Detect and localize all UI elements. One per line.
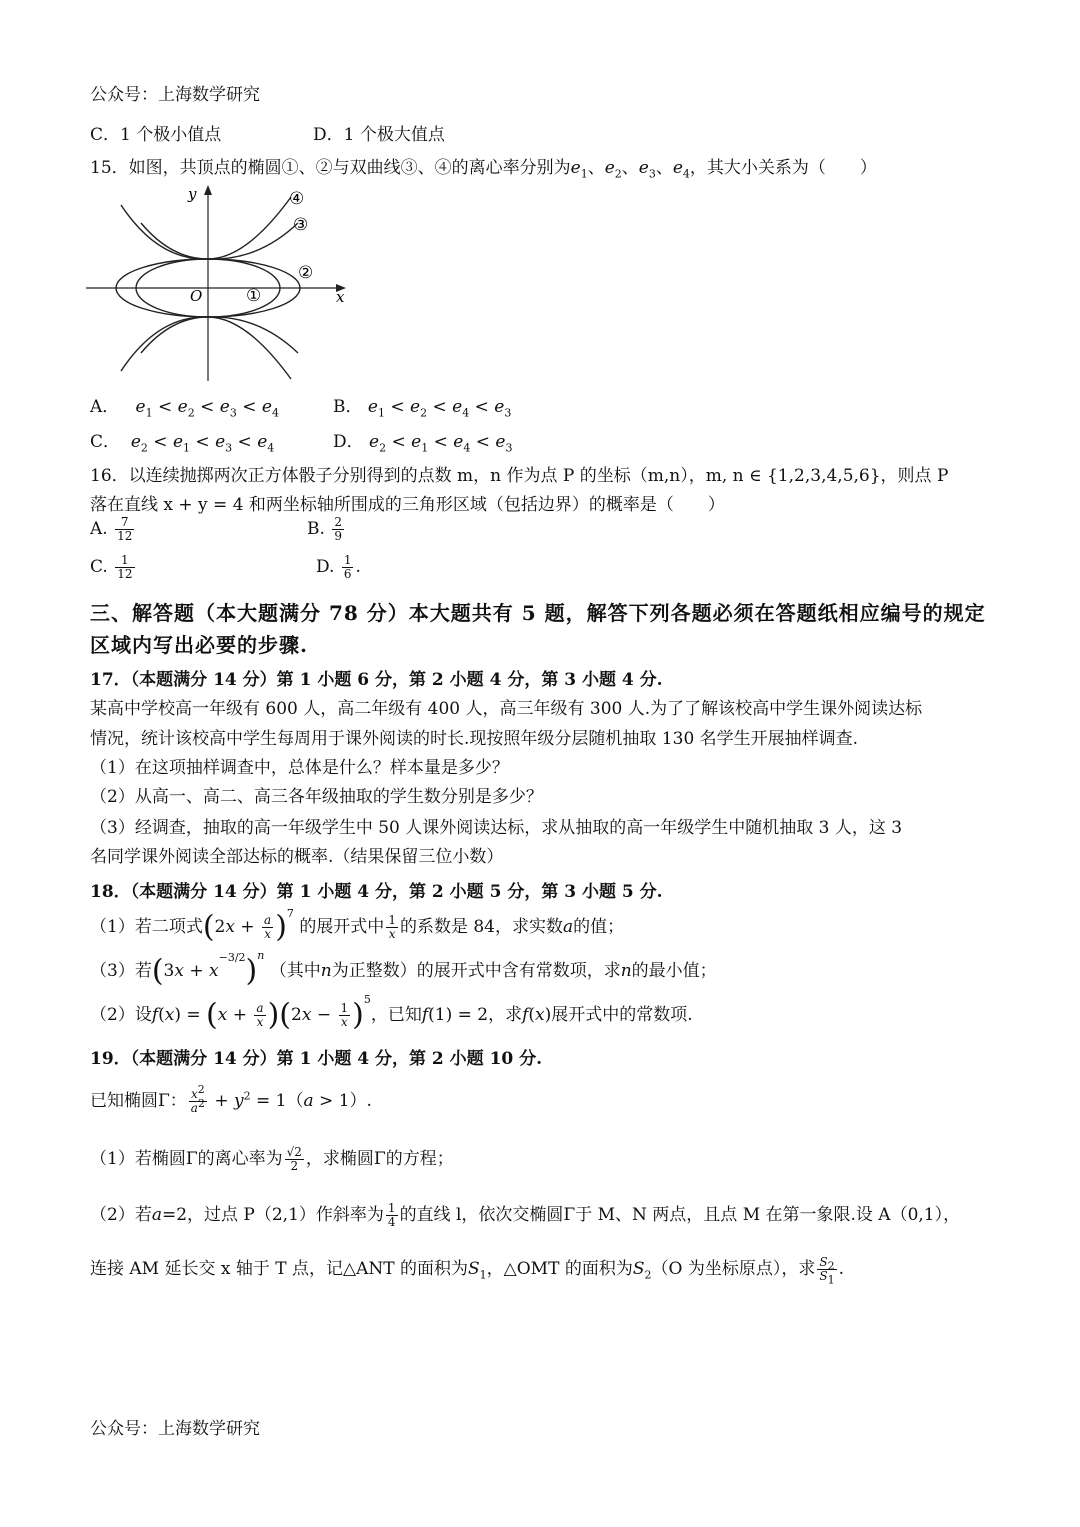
label-4: ④ <box>289 189 305 209</box>
q19-title: 19．（本题满分 14 分）第 1 小题 4 分，第 2 小题 10 分. <box>90 1049 543 1069</box>
hyperbola-3-upper <box>121 205 298 259</box>
q16-stem-line1: 16．以连续抛掷两次正方体骰子分别得到的点数 m，n 作为点 P 的坐标（m,n），m, n ∈ {1,2,3,4,5,6}，则点 P <box>90 466 949 486</box>
q18-part2: （2）设f(x) = (x + $\frac{a}{x}$ )(2x − $\frac{1}{x}$ )$^5$，已知f(1) = 2，求f(x)展开式中的常数项. <box>90 993 693 1033</box>
hyperbola-3-lower <box>121 317 298 371</box>
q14-option-c: C．1 个极小值点 <box>90 125 222 145</box>
label-2: ② <box>298 263 314 283</box>
origin-label: O <box>190 287 203 305</box>
q18-part1: （1）若二项式(2x + $\frac{a}{x}$ )$^7$ 的展开式中 $\frac{1}{x}$ 的系数是 84，求实数a的值； <box>90 907 625 945</box>
q16-option-a: A. $\frac{7}{12}$ <box>90 515 133 543</box>
footer-watermark: 公众号：上海数学研究 <box>90 1419 260 1439</box>
label-1: ① <box>246 286 262 306</box>
q18-title: 18．（本题满分 14 分）第 1 小题 4 分，第 2 小题 5 分，第 3 小题 5 分. <box>90 882 663 902</box>
x-axis-label: x <box>336 288 345 306</box>
q15-option-d: D． $e_2 < e_1 < e_4 < e_3$ <box>333 432 513 455</box>
q17-part3-line1: （3）经调查，抽取的高一年级学生中 50 人课外阅读达标，求从抽取的高一年级学生中随机抽取 3 人，这 3 <box>90 818 903 838</box>
q15-option-a: A． $e_1 < e_2 < e_3 < e_4$ <box>90 397 279 420</box>
section3-heading-line1: 三、解答题（本大题满分 78 分）本大题共有 5 题，解答下列各题必须在答题纸相应编号的规定 <box>90 601 986 625</box>
q17-title: 17．（本题满分 14 分）第 1 小题 6 分，第 2 小题 4 分，第 3 小题 4 分. <box>90 670 663 690</box>
hyperbola-4-lower <box>141 317 291 379</box>
q19-part1: （1）若椭圆Γ的离心率为 $\frac{√2}{2}$ ，求椭圆Γ的方程； <box>90 1145 454 1173</box>
q17-part3-line2: 名同学课外阅读全部达标的概率.（结果保留三位小数） <box>90 847 504 867</box>
q17-part1: （1）在这项抽样调查中，总体是什么？样本量是多少？ <box>90 758 509 778</box>
q16-option-d: D. $\frac{1}{6}$ . <box>316 553 361 581</box>
q17-line2: 情况，统计该校高中学生每周用于课外阅读的时长.现按照年级分层随机抽取 130 名学生开展抽样调查. <box>90 729 859 749</box>
q19-given: 已知椭圆Γ： $\frac{x^2}{a^2}$ + $y^2 = 1(a > 1)$. <box>90 1083 372 1115</box>
q16-option-b: B. $\frac{2}{9}$ <box>307 515 342 543</box>
header-watermark: 公众号：上海数学研究 <box>90 85 260 105</box>
label-3: ③ <box>293 215 309 235</box>
q15-stem: 15．如图，共顶点的椭圆①、②与双曲线③、④的离心率分别为$e_1$、$e_2$、$e_3$、$e_4$，其大小关系为（ ） <box>90 158 877 181</box>
q18-part3: （3）若$(3x + x^{-3/2})^n$ （其中n为正整数）的展开式中含有常数项，求n的最小值； <box>90 949 717 989</box>
q15-stem-tail: ，其大小关系为（ ） <box>689 158 877 178</box>
y-axis-arrow <box>204 185 212 195</box>
q16-option-c: C. $\frac{1}{12}$ <box>90 553 133 581</box>
q15-conics-figure <box>86 183 356 383</box>
hyperbola-4-upper <box>141 197 291 259</box>
q17-part2: （2）从高一、高二、高三各年级抽取的学生数分别是多少？ <box>90 787 543 807</box>
q14-option-d: D．1 个极大值点 <box>313 125 445 145</box>
q19-part2-line1: （2）若a=2，过点 P（2,1）作斜率为 $\frac{1}{4}$ 的直线 l，依次交椭圆Γ于 M、N 两点，且点 M 在第一象限.设 A（0,1）， <box>90 1201 961 1229</box>
q17-line1: 某高中学校高一年级有 600 人，高二年级有 400 人，高三年级有 300 人.为了了解该校高中学生课外阅读达标 <box>90 699 923 719</box>
q16-stem-line2: 落在直线 x + y = 4 和两坐标轴所围成的三角形区域（包括边界）的概率是（ ） <box>90 495 725 515</box>
q15-stem-text: 15．如图，共顶点的椭圆①、②与双曲线③、④的离心率分别为 <box>90 158 571 178</box>
q15-option-b: B． $e_1 < e_2 < e_4 < e_3$ <box>333 397 512 420</box>
q15-option-c: C． $e_2 < e_1 < e_3 < e_4$ <box>90 432 275 455</box>
q19-part2-line2: 连接 AM 延长交 x 轴于 T 点，记△ANT 的面积为$S_1$，△OMT 的面积为$S_2(O$ 为坐标原点），求 $\frac{S_2}{S_1}$ . <box>90 1255 844 1287</box>
section3-heading-line2: 区域内写出必要的步骤. <box>90 633 308 657</box>
y-axis-label: y <box>188 185 197 203</box>
